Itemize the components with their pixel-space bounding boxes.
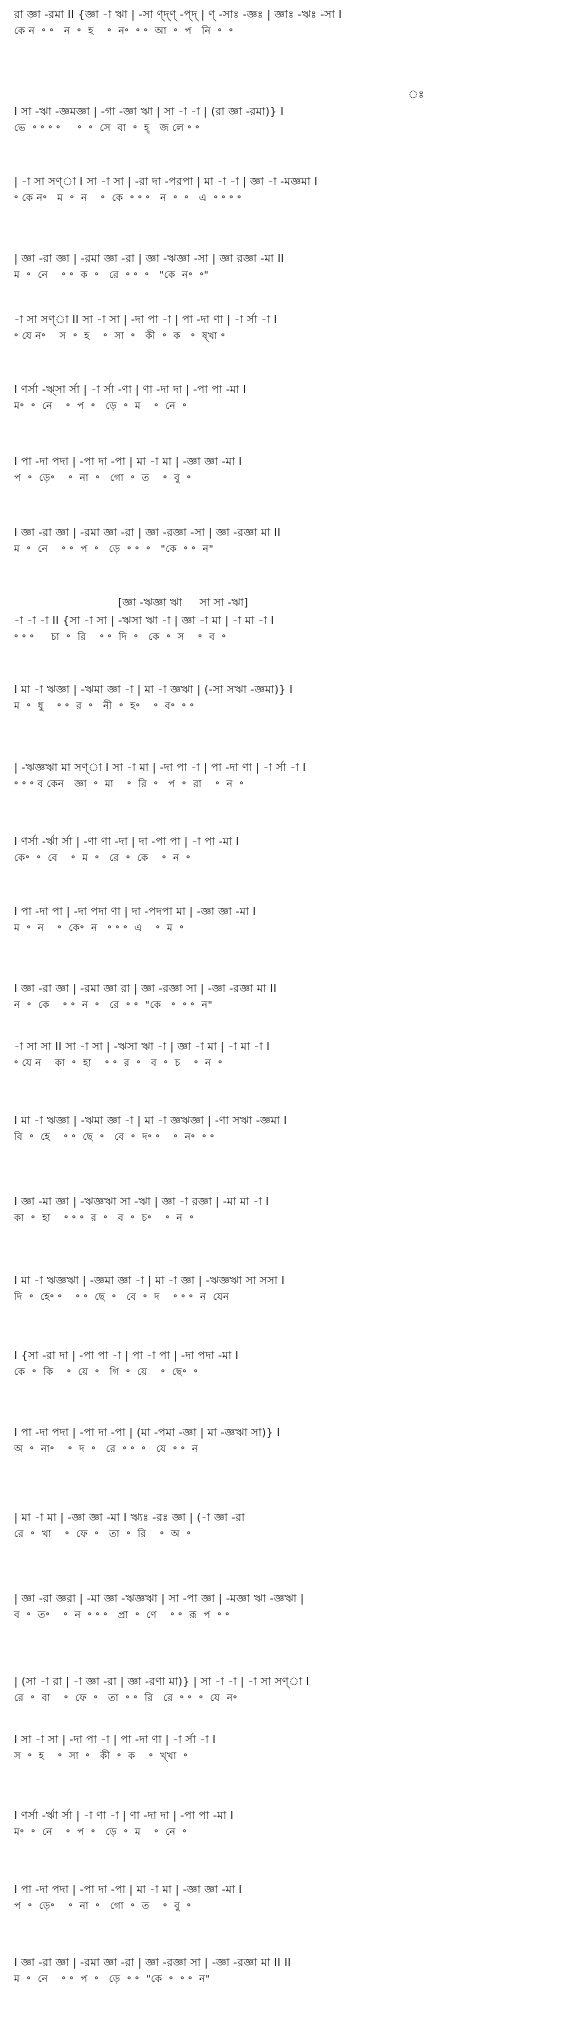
lyric-line: ম ॰ নে ॰ ॰ প ॰ ড়ে ॰ ॰ ॰ "কে ॰ ॰ ন": [14, 544, 214, 555]
swara-line: I জ্ঞা -রা জ্ঞা | -রমা জ্ঞা রা | জ্ঞা -রজ্ঞা সা | -জ্ঞা -রজ্ঞা মা II: [14, 982, 277, 995]
lyric-line: দি ॰ হে॰ ॰ ॰ ॰ ছে ॰ বে ॰ দ ॰ ॰ ॰ ন যেন: [14, 1292, 230, 1303]
notation-row: [14, 1592, 566, 1668]
swara-line: I ণর্সা -ঋ্সা র্সা | -া র্সা -ণা | ণা -দা দা | -পা পা -মা I: [14, 383, 247, 396]
notation-row: [14, 455, 566, 531]
lyric-line: ভে ॰ ॰ ॰ ॰ ॰ ॰ সে বা ॰ হ্‌ জ লে ॰ ॰: [14, 123, 200, 134]
notation-row: [14, 905, 566, 981]
swara-line: I সা -ঋা -জ্ঞমজ্ঞা | -গা -জ্ঞা ঋা | সা -া -া | (রা জ্ঞা -রমা)} I: [14, 105, 284, 118]
swara-line: I সা -া সা | -দা পা -া | পা -দা ণা | -া র্সা -া I: [14, 1733, 216, 1746]
notation-row: [14, 683, 566, 759]
swara-line: I মা -া ঋজ্ঞা | -ঋমা জ্ঞা -া | মা -া জ্ঞঋজ্ঞা | -ণা সঋা -জ্ঞমা I: [14, 1114, 287, 1127]
lyric-line: কে ॰ কি ॰ য়ে ॰ গি ॰ য়ে ॰ ছে॰ ॰: [14, 1367, 198, 1378]
lyric-line: ম॰ ॰ নে ॰ প ॰ ড়ে ॰ ম ॰ নে ॰: [14, 401, 187, 412]
lyric-line: ॰ ॰ ॰ চা ॰ রি ॰ ॰ দি ॰ কে ॰ স ॰ ব ॰: [14, 632, 227, 643]
lyric-line: ম ॰ নে ॰ ॰ প ॰ ড়ে ॰ ॰ "কে ॰ ॰ ॰ ন": [14, 1974, 211, 1985]
notation-row: [14, 835, 566, 911]
notation-row: [14, 1195, 566, 1271]
notation-row: [14, 614, 566, 690]
notation-row: [14, 105, 566, 181]
swara-line: I {সা -রা দা | -পা পা -া | পা -া পা | -দা পদা -মা I: [14, 1349, 239, 1362]
notation-row: [14, 1040, 566, 1116]
swara-line: I মা -া ঋজ্ঞঋা | -জ্ঞমা জ্ঞা -া | মা -া জ্ঞা | -ঋজ্ঞঋা সা সসা I: [14, 1274, 285, 1287]
lyric-line: ॰ ॰ ॰ ব কেন জ্ঞা ॰ মা ॰ রি ॰ প ॰ রা ॰ ন ॰: [14, 779, 244, 790]
swara-line: | জ্ঞা -রা জ্ঞা | -রমা জ্ঞা -রা | জ্ঞা -ঋজ্ঞা -সা | জ্ঞা রজ্ঞা -মা II: [14, 252, 285, 265]
bracket-variation-note: [জ্ঞা -ঋজ্ঞা ঋা সা সা -ঋা]: [118, 596, 249, 609]
notation-row: [14, 526, 566, 602]
swara-line: I ণর্সা -র্ঋা র্সা | -ণা ণা -দা | দা -পা পা | -া পা -মা I: [14, 835, 240, 848]
swara-line: -া সা সণ্‌া II সা -া সা | -দা পা -া | পা -দা ণা | -া র্সা -া I: [14, 313, 278, 326]
notation-row: [14, 1511, 566, 1587]
notation-row: [14, 175, 566, 251]
pause-mark: ঃ: [408, 88, 425, 101]
notation-row: [14, 1426, 566, 1502]
notation-row: [14, 761, 566, 837]
notation-row: [14, 8, 566, 84]
lyric-line: ॰ যে ন॰ স ॰ হ ॰ সা ॰ কী ॰ ক ॰ ষ্‌খা ॰: [14, 331, 226, 342]
swara-line: I পা -দা পদা | -পা দা -পা | (মা -পমা -জ্ঞা | মা -জ্ঞঋা সা)} I: [14, 1426, 281, 1439]
lyric-line: কে ন ॰ ॰ ন ॰ হ ॰ ন॰ ॰ ॰ আ ॰ প নি ॰ ॰: [14, 26, 234, 37]
lyric-line: কে॰ ॰ বে ॰ ম ॰ রে ॰ কে ॰ ন ॰: [14, 853, 191, 864]
lyric-line: ব ॰ ত॰ ॰ ন ॰ ॰ ॰ প্রা ॰ ণে ॰ ॰ রূ প ॰ ॰: [14, 1610, 230, 1621]
swara-line: I পা -দা পদা | -পা দা -পা | মা -া মা | -জ্ঞা জ্ঞা -মা I: [14, 1883, 243, 1896]
swara-line: I পা -দা পদা | -পা দা -পা | মা -া মা | -জ্ঞা জ্ঞা -মা I: [14, 455, 243, 468]
lyric-line: রে ॰ বা ॰ ফে ॰ তা ॰ ॰ রি রে ॰ ॰ ॰ যে ন॰: [14, 1693, 238, 1704]
swara-line: -া -া -া II {সা -া সা | -ঋসা ঋা -া | জ্ঞা -া মা | -া মা -া I: [14, 614, 275, 627]
swara-line: | মা -া মা | -জ্ঞা জ্ঞা -মা I ঋ্যঃ -রঃ জ্ঞা | (-া জ্ঞা -রা: [14, 1511, 245, 1524]
swara-line: I জ্ঞা -মা জ্ঞা | -ঋজ্ঞঋা সা -ঋা | জ্ঞা -া রজ্ঞা | -মা মা -া I: [14, 1195, 270, 1208]
swara-line: I পা -দা পা | -দা পদা ণা | দা -পদপা মা | -জ্ঞা জ্ঞা -মা I: [14, 905, 256, 918]
notation-row: [14, 1733, 566, 1809]
lyric-line: বি ॰ হে ॰ ॰ ছে ॰ বে ॰ দ॰ ॰ ॰ ন॰ ॰ ॰: [14, 1132, 215, 1143]
lyric-line: স ॰ হ ॰ সা ॰ কী ॰ ক ॰ খ্‌খা ॰: [14, 1751, 188, 1762]
lyric-line: কা ॰ হা ॰ ॰ ॰ র ॰ ব ॰ চ॰ ॰ ন ॰: [14, 1213, 194, 1224]
swara-line: I ণর্সা -র্ঋা র্সা | -া ণা -া | ণা -দা দা | -পা পা -মা I: [14, 1809, 234, 1822]
notation-row: [14, 1809, 566, 1885]
swara-line: রা জ্ঞা -রমা II {জ্ঞা -া ঋা | -সা ণ্দ্‌ণ্ -প্দ্‌ | ণ্ -সাঃ -জ্ঞঃ | জ্ঞাঃ -ঋঃ -সা I: [14, 8, 342, 21]
swara-line: | -া সা সণ্‌া I সা -া সা | -রা দা -পরপা | মা -া -া | জ্ঞা -া -মজ্ঞমা I: [14, 175, 318, 188]
notation-row: [14, 1114, 566, 1190]
lyric-line: রে ॰ খা ॰ ফে ॰ তা ॰ রি ॰ অ ॰: [14, 1529, 192, 1540]
swara-line: I জ্ঞা -রা জ্ঞা | -রমা জ্ঞা -রা | জ্ঞা -রজ্ঞা -সা | জ্ঞা -রজ্ঞা মা II: [14, 526, 281, 539]
notation-row: [14, 1274, 566, 1350]
notation-row: [14, 313, 566, 389]
lyric-line: ॰ কে ন॰ ম ॰ ন ॰ কে ॰ ॰ ॰ ন ॰ ॰ এ ॰ ॰ ॰ ॰: [14, 193, 242, 204]
lyric-line: ম ॰ ন ॰ কে॰ ন ॰ ॰ ॰ এ ॰ ম ॰: [14, 923, 184, 934]
lyric-line: প ॰ ড়ে॰ ॰ না ॰ গো ॰ ত ॰ বু ॰: [14, 1901, 192, 1912]
lyric-line: ম॰ ॰ নে ॰ প ॰ ড়ে ॰ ম ॰ নে ॰: [14, 1827, 187, 1838]
notation-row: [14, 383, 566, 459]
notation-row: [14, 1349, 566, 1425]
swara-line: | -ঋজ্ঞঋা মা সণ্‌া I সা -া মা | -দা পা -া | পা -দা ণা | -া র্সা -া I: [14, 761, 307, 774]
lyric-line: প ॰ ড়ে॰ ॰ না ॰ গো ॰ ত ॰ বু ॰: [14, 473, 192, 484]
lyric-line: ॰ যে ন কা ॰ হা ॰ ॰ র ॰ ব ॰ চ ॰ ন ॰: [14, 1058, 223, 1069]
swara-line: -া সা সা II সা -া সা | -ঋসা ঋা -া | জ্ঞা -া মা | -া মা -া I: [14, 1040, 270, 1053]
lyric-line: ন ॰ কে ॰ ॰ ন ॰ রে ॰ ॰ "কে ॰ ॰ ॰ ন": [14, 1000, 213, 1011]
swara-line: I জ্ঞা -রা জ্ঞা | -রমা জ্ঞা -রা | জ্ঞা -রজ্ঞা সা | -জ্ঞা -রজ্ঞা মা II II: [14, 1956, 291, 1969]
lyric-line: ম ॰ ধু ॰ ॰ র ॰ নী ॰ হ॰ ॰ ব॰ ॰ ॰: [14, 701, 195, 712]
lyric-line: ম ॰ নে ॰ ॰ ক ॰ রে ॰ ॰ ॰ "কে ন॰ ॰": [14, 270, 209, 281]
swara-line: | জ্ঞা -রা জ্ঞরা | -মা জ্ঞা -ঋজ্ঞঋা | সা -পা জ্ঞা | -মজ্ঞা ঋা -জ্ঞঋা |: [14, 1592, 305, 1605]
swara-line: | (সা -া রা | -া জ্ঞা -রা | জ্ঞা -রণা মা)} | সা -া -া | -া সা সণ্‌া I: [14, 1675, 310, 1688]
lyric-line: অ ॰ না॰ ॰ দ ॰ রে ॰ ॰ ॰ যে ॰ ॰ ন: [14, 1444, 199, 1455]
notation-row: [14, 1956, 566, 2032]
notation-row: [14, 1883, 566, 1959]
swara-line: I মা -া ঋজ্ঞা | -ঋমা জ্ঞা -া | মা -া জ্ঞঋা | (-সা সঋা -জ্ঞমা)} I: [14, 683, 293, 696]
